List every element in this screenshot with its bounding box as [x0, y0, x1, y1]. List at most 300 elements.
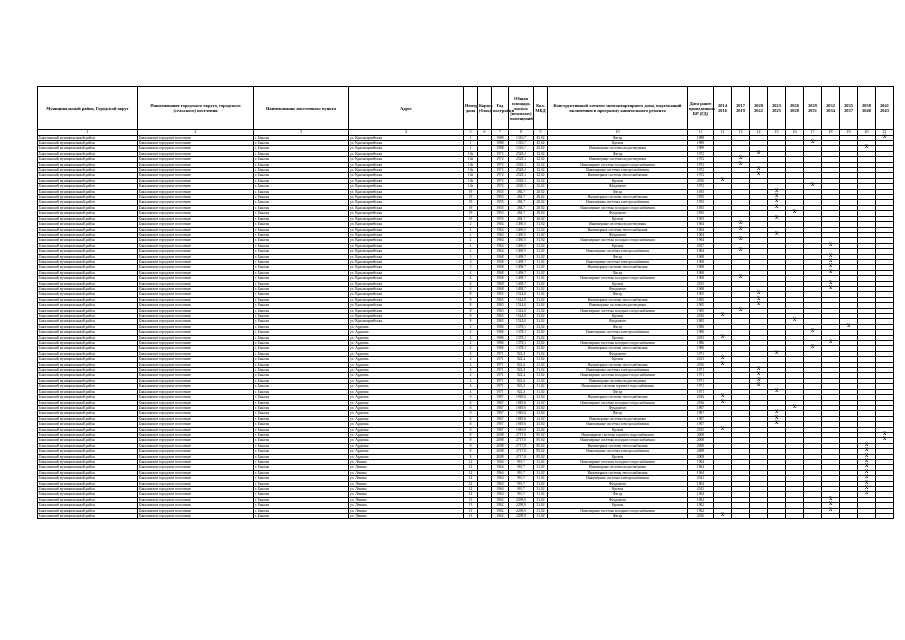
cell-area: 910,7 [509, 465, 534, 470]
cell-area: 910,7 [509, 487, 534, 492]
cell-district: Бакалинский муниципальный район [38, 157, 138, 162]
cell-prev-repair: 2008 [688, 432, 714, 437]
cell-build-year: 1971 [492, 373, 509, 378]
cell-mkd-count: 23,02 [534, 346, 548, 351]
cell-house-number: 4 [464, 357, 478, 362]
cell-address: ул. Красноармейская [349, 254, 464, 259]
cell-area: 1490,5 [509, 243, 534, 248]
cell-period-mark [732, 514, 750, 519]
cell-mkd-count: 23,02 [534, 395, 548, 400]
cell-prev-repair: 1971 [688, 384, 714, 389]
cell-build-year: 1964 [492, 470, 509, 475]
cell-mkd-count: 31,02 [534, 492, 548, 497]
cell-element: Инженерные системы электроснабжения [548, 259, 688, 264]
cell-address: ул. Красноармейская [349, 308, 464, 313]
cell-settlement: Бакалинское городское поселение [138, 243, 254, 248]
column-number: 15 [768, 130, 786, 136]
cell-area: 1316,7 [509, 135, 534, 140]
cell-period-mark: X [714, 314, 732, 319]
cell-area: 1378,1 [509, 330, 534, 335]
cell-district: Бакалинский муниципальный район [38, 470, 138, 475]
cell-element: Инженерные системы холодного водоснабжения [548, 205, 688, 210]
cell-locality: г. Бакалы [254, 189, 349, 194]
cell-district: Бакалинский муниципальный район [38, 195, 138, 200]
cell-settlement: Бакалинское городское поселение [138, 400, 254, 405]
cell-prev-repair: 1968 [688, 286, 714, 291]
cell-address: ул. Красноармейская [349, 281, 464, 286]
cell-address: ул. Красноармейская [349, 178, 464, 183]
cell-mkd-count: 23,02 [534, 416, 548, 421]
cell-district: Бакалинский муниципальный район [38, 141, 138, 146]
cell-area: 1498,7 [509, 265, 534, 270]
cell-settlement: Бакалинское городское поселение [138, 146, 254, 151]
cell-build-year: 1971 [492, 357, 509, 362]
cell-locality: г. Бакалы [254, 292, 349, 297]
cell-element: Инженерные системы теплоснабжения [548, 362, 688, 367]
cell-prev-repair: 1967 [688, 411, 714, 416]
cell-house-number: 4 [464, 276, 478, 281]
cell-period-mark: X [750, 373, 768, 378]
cell-build-year: 1964 [492, 459, 509, 464]
cell-build-year: 1972 [492, 157, 509, 162]
cell-house-number: 8 [464, 438, 478, 443]
cell-build-year: 1967 [492, 411, 509, 416]
column-number: 2 [138, 130, 254, 136]
cell-mkd-count: 28,02 [534, 216, 548, 221]
cell-period-mark: X [822, 503, 840, 508]
cell-settlement: Бакалинское городское поселение [138, 205, 254, 210]
cell-mkd-count: 31,02 [534, 227, 548, 232]
cell-address: ул. Красноармейская [349, 297, 464, 302]
cell-locality: г. Бакалы [254, 341, 349, 346]
column-number: 8 [509, 130, 534, 136]
cell-district: Бакалинский муниципальный район [38, 411, 138, 416]
cell-address: ул. Ардовна [349, 362, 464, 367]
cell-prev-repair: 2012 [688, 487, 714, 492]
cell-locality: г. Бакалы [254, 168, 349, 173]
cell-area: 2528,1 [509, 162, 534, 167]
cell-settlement: Бакалинское городское поселение [138, 514, 254, 519]
cell-district: Бакалинский муниципальный район [38, 503, 138, 508]
cell-address: ул. Красноармейская [349, 216, 464, 221]
cell-mkd-count: 31,02 [534, 297, 548, 302]
cell-settlement: Бакалинское городское поселение [138, 200, 254, 205]
cell-locality: г. Бакалы [254, 303, 349, 308]
column-number: 21 [876, 130, 894, 136]
cell-period-mark [750, 514, 768, 519]
cell-locality: г. Бакалы [254, 286, 349, 291]
cell-build-year: 1968 [492, 286, 509, 291]
cell-period-mark: X [750, 173, 768, 178]
cell-element: Инженерные системы водоотведения [548, 416, 688, 421]
cell-settlement: Бакалинское городское поселение [138, 470, 254, 475]
cell-area: 1378,1 [509, 341, 534, 346]
cell-district: Бакалинский муниципальный район [38, 162, 138, 167]
cell-prev-repair: 1962 [688, 503, 714, 508]
cell-house-number: 2 [464, 249, 478, 254]
cell-build-year: 1967 [492, 395, 509, 400]
cell-prev-repair: 1986 [688, 341, 714, 346]
cell-element: Инженерные системы теплоснабжения [548, 443, 688, 448]
cell-settlement: Бакалинское городское поселение [138, 492, 254, 497]
cell-address: ул. Ленина [349, 487, 464, 492]
cell-element: Инженерные системы теплоснабжения [548, 227, 688, 232]
cell-address: ул. Ардовна [349, 341, 464, 346]
column-number: 6 [478, 130, 492, 136]
cell-period-mark: X [804, 141, 822, 146]
cell-district: Бакалинский муниципальный район [38, 378, 138, 383]
cell-area: 1524,0 [509, 297, 534, 302]
cell-period-mark: X [786, 211, 804, 216]
cell-build-year: 1967 [492, 400, 509, 405]
cell-element: Инженерные системы водоотведения [548, 378, 688, 383]
cell-settlement: Бакалинское городское поселение [138, 286, 254, 291]
cell-settlement: Бакалинское городское поселение [138, 324, 254, 329]
cell-district: Бакалинский муниципальный район [38, 216, 138, 221]
cell-period-mark: X [804, 330, 822, 335]
cell-house-number: 2 [464, 232, 478, 237]
cell-period-mark: X [822, 341, 840, 346]
cell-prev-repair: 1972 [688, 157, 714, 162]
cell-area: 1949,6 [509, 427, 534, 432]
cell-period-mark: X [714, 357, 732, 362]
cell-settlement: Бакалинское городское поселение [138, 303, 254, 308]
cell-house-number: 2 [464, 238, 478, 243]
cell-mkd-count: 31,02 [534, 378, 548, 383]
cell-area: 922,4 [509, 351, 534, 356]
cell-element: Инженерные системы водоотведения [548, 303, 688, 308]
cell-district: Бакалинский муниципальный район [38, 243, 138, 248]
cell-address: ул. Красноармейская [349, 195, 464, 200]
cell-district: Бакалинский муниципальный район [38, 238, 138, 243]
cell-settlement: Бакалинское городское поселение [138, 135, 254, 140]
cell-area: 922,4 [509, 378, 534, 383]
cell-period-mark [768, 514, 786, 519]
cell-district: Бакалинский муниципальный район [38, 227, 138, 232]
cell-district: Бакалинский муниципальный район [38, 508, 138, 513]
cell-mkd-count: 28,02 [534, 189, 548, 194]
cell-area: 1378,1 [509, 324, 534, 329]
cell-locality: г. Бакалы [254, 211, 349, 216]
cell-settlement: Бакалинское городское поселение [138, 157, 254, 162]
cell-settlement: Бакалинское городское поселение [138, 314, 254, 319]
cell-settlement: Бакалинское городское поселение [138, 459, 254, 464]
cell-period-mark: X [876, 432, 894, 437]
cell-settlement: Бакалинское городское поселение [138, 265, 254, 270]
cell-district: Бакалинский муниципальный район [38, 438, 138, 443]
header-district: Муниципальный район, Городской округ [38, 87, 138, 130]
cell-element: Инженерные системы электроснабжения [548, 200, 688, 205]
cell-house-number: 8 [464, 314, 478, 319]
cell-mkd-count: 31,02 [534, 384, 548, 389]
cell-period-mark: X [732, 249, 750, 254]
cell-house-number: 1 [464, 135, 478, 140]
cell-build-year: 1986 [492, 341, 509, 346]
cell-build-year: 1967 [492, 427, 509, 432]
cell-locality: г. Бакалы [254, 259, 349, 264]
cell-house-number: 12 [464, 492, 478, 497]
cell-mkd-count: 31,02 [534, 357, 548, 362]
cell-house-number: 3 [464, 259, 478, 264]
cell-build-year: 1955 [492, 211, 509, 216]
cell-element: Кровля [548, 314, 688, 319]
cell-address: ул. Красноармейская [349, 157, 464, 162]
cell-district: Бакалинский муниципальный район [38, 449, 138, 454]
cell-build-year: 1964 [492, 222, 509, 227]
cell-district: Бакалинский муниципальный район [38, 400, 138, 405]
cell-build-year: 1967 [492, 416, 509, 421]
cell-district: Бакалинский муниципальный район [38, 205, 138, 210]
table-row [38, 514, 894, 519]
cell-locality: г. Бакалы [254, 222, 349, 227]
cell-build-year: 1962 [492, 508, 509, 513]
cell-mkd-count: 85,02 [534, 438, 548, 443]
cell-district: Бакалинский муниципальный район [38, 265, 138, 270]
cell-settlement: Бакалинское городское поселение [138, 168, 254, 173]
cell-build-year: 1972 [492, 184, 509, 189]
cell-district: Бакалинский муниципальный район [38, 276, 138, 281]
column-number: 20 [858, 130, 876, 136]
cell-house-number: 2 [464, 346, 478, 351]
cell-prev-repair: 2016 [688, 514, 714, 519]
cell-house-number: 8 [464, 292, 478, 297]
cell-address: ул. Красноармейская [349, 173, 464, 178]
cell-district: Бакалинский муниципальный район [38, 222, 138, 227]
cell-build-year: 1986 [492, 330, 509, 335]
cell-locality: г. Бакалы [254, 481, 349, 486]
cell-locality: г. Бакалы [254, 503, 349, 508]
cell-locality: г. Бакалы [254, 308, 349, 313]
cell-period-mark: X [768, 389, 786, 394]
cell-element: Инженерные системы электроснабжения [548, 422, 688, 427]
cell-area: 1490,5 [509, 238, 534, 243]
cell-locality: г. Бакалы [254, 416, 349, 421]
cell-mkd-count: 23,02 [534, 400, 548, 405]
cell-mkd-count: 31,02 [534, 232, 548, 237]
cell-locality: г. Бакалы [254, 157, 349, 162]
cell-district: Бакалинский муниципальный район [38, 303, 138, 308]
cell-element: Инженерные системы теплоснабжения [548, 173, 688, 178]
cell-mkd-count: 31,02 [534, 259, 548, 264]
cell-settlement: Бакалинское городское поселение [138, 395, 254, 400]
cell-area: 1378,1 [509, 335, 534, 340]
cell-house-number: 4 [464, 368, 478, 373]
header-period: 2020 2022 [750, 87, 768, 130]
cell-district: Бакалинский муниципальный район [38, 487, 138, 492]
cell-prev-repair: 1955 [688, 211, 714, 216]
cell-locality: г. Бакалы [254, 184, 349, 189]
cell-period-mark: X [822, 254, 840, 259]
cell-locality: г. Бакалы [254, 324, 349, 329]
cell-area: 2298,9 [509, 508, 534, 513]
cell-settlement: Бакалинское городское поселение [138, 151, 254, 156]
cell-build-year: 1988 [492, 135, 509, 140]
cell-area: 2717,0 [509, 454, 534, 459]
header-element: Конструктивный элемент многоквартирного дома, подлежащий включению в программу капитального ремонта [548, 87, 688, 130]
cell-locality: г. Бакалы [254, 254, 349, 259]
cell-mkd-count: 31,02 [534, 286, 548, 291]
cell-area: 2528,1 [509, 178, 534, 183]
cell-locality: г. Бакалы [254, 492, 349, 497]
cell-mkd-count: 85,02 [534, 449, 548, 454]
column-number: 5 [464, 130, 478, 136]
cell-build-year: 1965 [492, 314, 509, 319]
cell-period-mark: X [768, 351, 786, 356]
cell-area: 1498,7 [509, 270, 534, 275]
cell-period-mark: X [876, 438, 894, 443]
cell-period-mark: X [714, 335, 732, 340]
column-number: 13 [732, 130, 750, 136]
cell-house-number: 4 [464, 351, 478, 356]
cell-element: Инженерные системы теплоснабжения [548, 195, 688, 200]
cell-area: 1524,0 [509, 314, 534, 319]
cell-prev-repair: 1971 [688, 373, 714, 378]
cell-period-mark: X [750, 168, 768, 173]
column-number: 12 [714, 130, 732, 136]
cell-locality: г. Бакалы [254, 454, 349, 459]
cell-settlement: Бакалинское городское поселение [138, 416, 254, 421]
cell-district: Бакалинский муниципальный район [38, 330, 138, 335]
cell-prev-repair: 1965 [688, 297, 714, 302]
cell-area: 1316,7 [509, 141, 534, 146]
cell-address: ул. Ардовна [349, 357, 464, 362]
cell-settlement: Бакалинское городское поселение [138, 297, 254, 302]
cell-mkd-count: 31,02 [534, 281, 548, 286]
column-number: 3 [254, 130, 349, 136]
cell-period-mark: X [858, 487, 876, 492]
cell-settlement: Бакалинское городское поселение [138, 465, 254, 470]
cell-prev-repair: 1972 [688, 168, 714, 173]
cell-build-year: 1964 [492, 238, 509, 243]
cell-address: ул. Красноармейская [349, 146, 464, 151]
cell-element: Инженерные системы холодного водоснабжения [548, 400, 688, 405]
cell-district: Бакалинский муниципальный район [38, 319, 138, 324]
cell-address: ул. Ардовна [349, 449, 464, 454]
cell-settlement: Бакалинское городское поселение [138, 454, 254, 459]
cell-element: Фасад [548, 151, 688, 156]
cell-district: Бакалинский муниципальный район [38, 346, 138, 351]
cell-district: Бакалинский муниципальный район [38, 443, 138, 448]
cell-district: Бакалинский муниципальный район [38, 135, 138, 140]
cell-house-number: 8 [464, 319, 478, 324]
cell-mkd-count: 31,02 [534, 249, 548, 254]
cell-address: ул. Красноармейская [349, 276, 464, 281]
cell-prev-repair: 2016 [688, 178, 714, 183]
cell-prev-repair: 1971 [688, 368, 714, 373]
table-body [38, 135, 894, 519]
cell-prev-repair: 1955 [688, 205, 714, 210]
cell-element: Инженерные системы холодного водоснабжения [548, 373, 688, 378]
cell-settlement: Бакалинское городское поселение [138, 276, 254, 281]
cell-area: 2528,1 [509, 184, 534, 189]
cell-area: 910,7 [509, 470, 534, 475]
cell-prev-repair: 2008 [688, 449, 714, 454]
cell-address: ул. Ленина [349, 476, 464, 481]
cell-mkd-count: 28,02 [534, 195, 548, 200]
cell-address: ул. Ардовна [349, 400, 464, 405]
cell-period-mark: X [822, 508, 840, 513]
cell-build-year: 1988 [492, 141, 509, 146]
cell-address: ул. Ардовна [349, 351, 464, 356]
cell-element: Инженерные системы электроснабжения [548, 249, 688, 254]
cell-address: ул. Красноармейская [349, 286, 464, 291]
cell-prev-repair: 1964 [688, 238, 714, 243]
cell-address: ул. Красноармейская [349, 151, 464, 156]
cell-element: Кровля [548, 141, 688, 146]
cell-area: 1949,6 [509, 395, 534, 400]
cell-house-number: 6 [464, 427, 478, 432]
cell-area: 284,7 [509, 189, 534, 194]
cell-element: Инженерные системы холодного водоснабжения [548, 238, 688, 243]
cell-house-number: 2 [464, 324, 478, 329]
cell-prev-repair: 1971 [688, 378, 714, 383]
cell-build-year: 1955 [492, 195, 509, 200]
cell-build-year: 1972 [492, 173, 509, 178]
cell-area: 2717,0 [509, 432, 534, 437]
cell-settlement: Бакалинское городское поселение [138, 341, 254, 346]
cell-settlement: Бакалинское городское поселение [138, 141, 254, 146]
cell-build-year: 1968 [492, 276, 509, 281]
cell-settlement: Бакалинское городское поселение [138, 222, 254, 227]
cell-period-mark: X [822, 270, 840, 275]
cell-period-mark: X [822, 265, 840, 270]
cell-settlement: Бакалинское городское поселение [138, 195, 254, 200]
cell-element: Инженерные системы электроснабжения [548, 368, 688, 373]
cell-settlement: Бакалинское городское поселение [138, 238, 254, 243]
cell-mkd-count: 31,02 [534, 470, 548, 475]
cell-period-mark: X [822, 281, 840, 286]
cell-prev-repair: 1965 [688, 292, 714, 297]
cell-element: Фасад [548, 292, 688, 297]
cell-district: Бакалинский муниципальный район [38, 416, 138, 421]
cell-house-number: 12 [464, 487, 478, 492]
cell-element: Кровля [548, 243, 688, 248]
cell-settlement: Бакалинское городское поселение [138, 319, 254, 324]
cell-element: Фундамент [548, 481, 688, 486]
cell-build-year: 1971 [492, 368, 509, 373]
cell-area: 1490,5 [509, 249, 534, 254]
cell-prev-repair: 1986 [688, 324, 714, 329]
cell-settlement: Бакалинское городское поселение [138, 330, 254, 335]
cell-locality: г. Бакалы [254, 514, 349, 519]
cell-mkd-count: 31,02 [534, 373, 548, 378]
cell-area: 922,4 [509, 357, 534, 362]
cell-period-mark: X [840, 324, 858, 329]
cell-build-year: 1955 [492, 205, 509, 210]
cell-mkd-count: 23,02 [534, 427, 548, 432]
cell-address: ул. Ардовна [349, 324, 464, 329]
cell-area: 1490,5 [509, 222, 534, 227]
cell-prev-repair: 1968 [688, 270, 714, 275]
cell-prev-repair: 2008 [688, 443, 714, 448]
cell-build-year: 1955 [492, 216, 509, 221]
cell-area: 284,7 [509, 205, 534, 210]
cell-element: Инженерные системы водоотведения [548, 157, 688, 162]
cell-mkd-count: 23,02 [534, 335, 548, 340]
cell-period-mark: X [768, 411, 786, 416]
cell-period-mark: X [732, 227, 750, 232]
cell-prev-repair: 1962 [688, 508, 714, 513]
cell-house-number: 12 [464, 465, 478, 470]
cell-prev-repair: 1968 [688, 259, 714, 264]
cell-build-year: 1968 [492, 254, 509, 259]
cell-mkd-count: 28,02 [534, 211, 548, 216]
column-number: 18 [822, 130, 840, 136]
cell-address: ул. Красноармейская [349, 259, 464, 264]
cell-locality: г. Бакалы [254, 270, 349, 275]
header-period: 2014 2016 [714, 87, 732, 130]
cell-period-mark: X [732, 157, 750, 162]
